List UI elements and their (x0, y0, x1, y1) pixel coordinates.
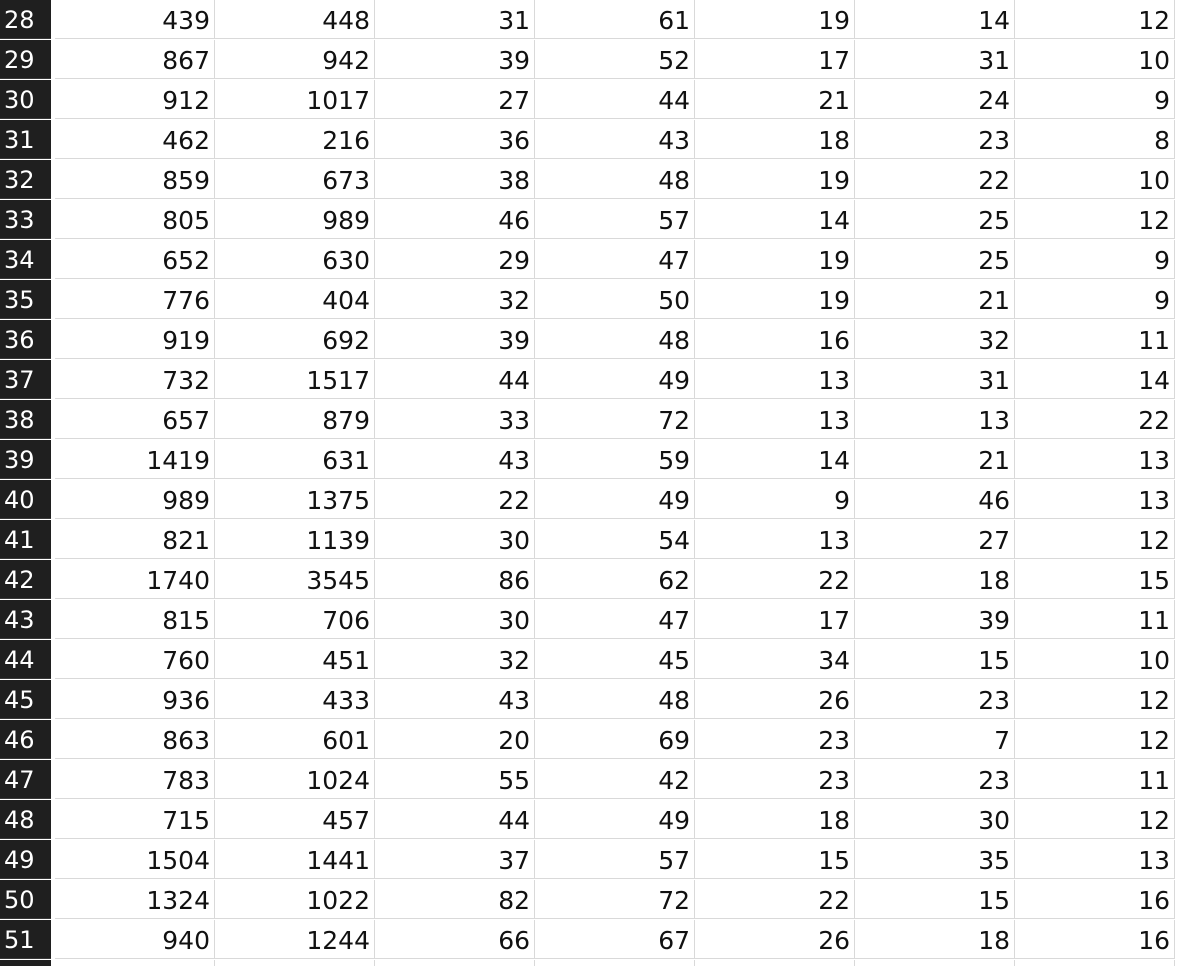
row-header[interactable] (0, 960, 51, 966)
table-cell[interactable]: 61 (535, 0, 695, 39)
table-row (0, 280, 1178, 320)
table-cell[interactable]: 54 (535, 520, 695, 559)
row-header[interactable]: 43 (0, 600, 51, 639)
table-cell[interactable]: 19 (695, 240, 855, 279)
row-header[interactable]: 38 (0, 400, 51, 439)
table-cell[interactable]: 9 (1015, 280, 1175, 319)
table-cell[interactable] (55, 960, 215, 966)
table-cell[interactable]: 27 (375, 80, 535, 119)
table-cell[interactable]: 3545 (215, 560, 375, 599)
table-cell[interactable]: 23 (855, 760, 1015, 799)
table-cell[interactable] (1015, 960, 1175, 966)
row-header[interactable]: 31 (0, 120, 51, 159)
table-cell[interactable]: 32 (375, 640, 535, 679)
table-cell[interactable]: 19 (695, 160, 855, 199)
table-cell[interactable]: 10 (1015, 40, 1175, 79)
table-row (0, 400, 1178, 440)
table-row (0, 0, 1178, 40)
table-cell[interactable]: 13 (855, 400, 1015, 439)
table-cell[interactable]: 673 (215, 160, 375, 199)
table-cell[interactable]: 38 (375, 160, 535, 199)
table-cell[interactable]: 9 (695, 480, 855, 519)
table-cell[interactable]: 8 (1015, 120, 1175, 159)
table-cell[interactable] (375, 960, 535, 966)
table-cell[interactable]: 44 (535, 80, 695, 119)
table-cell[interactable]: 39 (375, 320, 535, 359)
row-header[interactable]: 36 (0, 320, 51, 359)
table-cell[interactable]: 25 (855, 200, 1015, 239)
row-header[interactable]: 46 (0, 720, 51, 759)
table-cell[interactable]: 439 (55, 0, 215, 39)
table-cell[interactable]: 10 (1015, 160, 1175, 199)
table-cell[interactable]: 22 (375, 480, 535, 519)
table-cell[interactable]: 18 (855, 920, 1015, 959)
table-cell[interactable]: 82 (375, 880, 535, 919)
table-cell[interactable]: 44 (375, 800, 535, 839)
table-cell[interactable]: 433 (215, 680, 375, 719)
table-cell[interactable]: 18 (855, 560, 1015, 599)
table-row (0, 880, 1178, 920)
table-cell[interactable]: 821 (55, 520, 215, 559)
table-cell[interactable]: 601 (215, 720, 375, 759)
table-row (0, 160, 1178, 200)
table-cell[interactable]: 13 (695, 360, 855, 399)
table-row (0, 640, 1178, 680)
table-cell[interactable]: 451 (215, 640, 375, 679)
table-cell[interactable]: 216 (215, 120, 375, 159)
table-cell[interactable]: 936 (55, 680, 215, 719)
table-cell[interactable]: 72 (535, 880, 695, 919)
table-cell[interactable]: 57 (535, 840, 695, 879)
table-cell[interactable]: 21 (855, 280, 1015, 319)
table-cell[interactable]: 15 (1015, 560, 1175, 599)
table-cell[interactable]: 23 (855, 120, 1015, 159)
table-cell[interactable]: 879 (215, 400, 375, 439)
table-cell[interactable]: 49 (535, 480, 695, 519)
table-cell[interactable]: 26 (695, 920, 855, 959)
table-cell[interactable]: 22 (695, 560, 855, 599)
table-cell[interactable]: 912 (55, 80, 215, 119)
table-cell[interactable]: 43 (375, 440, 535, 479)
table-cell[interactable]: 23 (855, 680, 1015, 719)
table-cell[interactable]: 867 (55, 40, 215, 79)
table-row (0, 560, 1178, 600)
table-row (0, 520, 1178, 560)
row-header[interactable]: 51 (0, 920, 51, 959)
table-cell[interactable]: 49 (535, 360, 695, 399)
row-header[interactable]: 40 (0, 480, 51, 519)
table-cell[interactable]: 39 (375, 40, 535, 79)
table-cell[interactable]: 46 (375, 200, 535, 239)
table-cell[interactable]: 31 (375, 0, 535, 39)
table-cell[interactable]: 1740 (55, 560, 215, 599)
table-row (0, 200, 1178, 240)
table-cell[interactable]: 631 (215, 440, 375, 479)
table-cell[interactable]: 25 (855, 240, 1015, 279)
table-cell[interactable]: 30 (375, 600, 535, 639)
table-row (0, 800, 1178, 840)
row-header[interactable]: 35 (0, 280, 51, 319)
table-cell[interactable]: 45 (535, 640, 695, 679)
table-row (0, 600, 1178, 640)
table-cell[interactable]: 13 (695, 520, 855, 559)
table-cell[interactable]: 11 (1015, 760, 1175, 799)
table-cell[interactable]: 16 (1015, 880, 1175, 919)
table-cell[interactable]: 27 (855, 520, 1015, 559)
table-row (0, 480, 1178, 520)
table-cell[interactable]: 12 (1015, 520, 1175, 559)
table-cell[interactable]: 14 (855, 0, 1015, 39)
row-header[interactable]: 30 (0, 80, 51, 119)
row-header[interactable]: 39 (0, 440, 51, 479)
table-cell[interactable]: 66 (375, 920, 535, 959)
table-cell[interactable]: 47 (535, 600, 695, 639)
table-cell[interactable]: 989 (55, 480, 215, 519)
table-cell[interactable]: 859 (55, 160, 215, 199)
table-cell[interactable]: 732 (55, 360, 215, 399)
table-cell[interactable]: 13 (695, 400, 855, 439)
table-cell[interactable]: 13 (1015, 440, 1175, 479)
table-cell[interactable]: 21 (855, 440, 1015, 479)
table-cell[interactable]: 13 (1015, 480, 1175, 519)
table-cell[interactable]: 462 (55, 120, 215, 159)
table-cell[interactable]: 34 (695, 640, 855, 679)
table-cell[interactable]: 815 (55, 600, 215, 639)
table-cell[interactable]: 18 (695, 800, 855, 839)
table-cell[interactable]: 15 (855, 640, 1015, 679)
table-cell[interactable]: 17 (695, 600, 855, 639)
table-row (0, 120, 1178, 160)
table-cell[interactable]: 1504 (55, 840, 215, 879)
table-cell[interactable]: 783 (55, 760, 215, 799)
table-cell[interactable]: 23 (695, 760, 855, 799)
table-cell[interactable]: 1022 (215, 880, 375, 919)
table-cell[interactable]: 1324 (55, 880, 215, 919)
table-cell[interactable]: 11 (1015, 600, 1175, 639)
table-cell[interactable]: 12 (1015, 720, 1175, 759)
table-cell[interactable]: 919 (55, 320, 215, 359)
row-header[interactable]: 49 (0, 840, 51, 879)
table-cell[interactable]: 55 (375, 760, 535, 799)
table-cell[interactable]: 942 (215, 40, 375, 79)
table-cell[interactable]: 1517 (215, 360, 375, 399)
table-cell[interactable]: 72 (535, 400, 695, 439)
row-header[interactable]: 34 (0, 240, 51, 279)
table-cell[interactable]: 86 (375, 560, 535, 599)
table-cell[interactable]: 17 (695, 40, 855, 79)
table-cell[interactable]: 1441 (215, 840, 375, 879)
table-cell[interactable]: 11 (1015, 320, 1175, 359)
table-cell[interactable]: 706 (215, 600, 375, 639)
table-cell[interactable]: 19 (695, 0, 855, 39)
table-row (0, 440, 1178, 480)
row-header[interactable]: 33 (0, 200, 51, 239)
table-cell[interactable]: 23 (695, 720, 855, 759)
table-cell[interactable]: 14 (695, 440, 855, 479)
table-cell[interactable]: 19 (695, 280, 855, 319)
table-cell[interactable]: 52 (535, 40, 695, 79)
row-header[interactable]: 45 (0, 680, 51, 719)
table-cell[interactable]: 18 (695, 120, 855, 159)
table-cell[interactable]: 33 (375, 400, 535, 439)
table-cell[interactable]: 404 (215, 280, 375, 319)
table-cell[interactable]: 15 (695, 840, 855, 879)
table-cell[interactable]: 20 (375, 720, 535, 759)
table-cell[interactable]: 15 (855, 880, 1015, 919)
row-header[interactable]: 37 (0, 360, 51, 399)
row-header[interactable]: 42 (0, 560, 51, 599)
table-row (0, 360, 1178, 400)
row-header[interactable]: 28 (0, 0, 51, 39)
table-row (0, 960, 1178, 966)
table-cell[interactable]: 457 (215, 800, 375, 839)
table-row (0, 320, 1178, 360)
table-cell[interactable]: 12 (1015, 200, 1175, 239)
table-cell[interactable]: 14 (695, 200, 855, 239)
table-row (0, 80, 1178, 120)
table-cell[interactable]: 48 (535, 320, 695, 359)
table-cell[interactable]: 49 (535, 800, 695, 839)
table-cell[interactable]: 57 (535, 200, 695, 239)
table-row (0, 720, 1178, 760)
table-cell[interactable]: 22 (695, 880, 855, 919)
table-cell[interactable] (215, 960, 375, 966)
table-cell[interactable] (695, 960, 855, 966)
table-cell[interactable]: 7 (855, 720, 1015, 759)
table-cell[interactable]: 30 (375, 520, 535, 559)
table-cell[interactable]: 36 (375, 120, 535, 159)
table-cell[interactable]: 1375 (215, 480, 375, 519)
table-cell[interactable]: 30 (855, 800, 1015, 839)
table-cell[interactable]: 940 (55, 920, 215, 959)
table-row (0, 760, 1178, 800)
table-cell[interactable] (855, 960, 1015, 966)
table-cell[interactable]: 715 (55, 800, 215, 839)
table-cell[interactable]: 24 (855, 80, 1015, 119)
table-cell[interactable]: 12 (1015, 0, 1175, 39)
table-cell[interactable]: 50 (535, 280, 695, 319)
table-cell[interactable]: 805 (55, 200, 215, 239)
table-cell[interactable]: 12 (1015, 800, 1175, 839)
table-cell[interactable] (535, 960, 695, 966)
table-cell[interactable]: 448 (215, 0, 375, 39)
table-cell[interactable]: 760 (55, 640, 215, 679)
table-cell[interactable]: 26 (695, 680, 855, 719)
table-cell[interactable]: 692 (215, 320, 375, 359)
table-cell[interactable]: 39 (855, 600, 1015, 639)
table-cell[interactable]: 989 (215, 200, 375, 239)
table-cell[interactable]: 59 (535, 440, 695, 479)
table-cell[interactable]: 1244 (215, 920, 375, 959)
table-cell[interactable]: 32 (375, 280, 535, 319)
table-cell[interactable]: 22 (855, 160, 1015, 199)
table-cell[interactable]: 630 (215, 240, 375, 279)
table-cell[interactable]: 37 (375, 840, 535, 879)
table-row (0, 840, 1178, 880)
table-cell[interactable]: 16 (695, 320, 855, 359)
table-cell[interactable]: 48 (535, 680, 695, 719)
row-header[interactable]: 48 (0, 800, 51, 839)
table-cell[interactable]: 35 (855, 840, 1015, 879)
table-cell[interactable]: 32 (855, 320, 1015, 359)
table-cell[interactable]: 1139 (215, 520, 375, 559)
table-cell[interactable]: 1419 (55, 440, 215, 479)
table-cell[interactable]: 9 (1015, 240, 1175, 279)
table-cell[interactable]: 22 (1015, 400, 1175, 439)
table-cell[interactable]: 1024 (215, 760, 375, 799)
row-header[interactable]: 41 (0, 520, 51, 559)
table-cell[interactable]: 29 (375, 240, 535, 279)
table-cell[interactable]: 67 (535, 920, 695, 959)
table-cell[interactable]: 657 (55, 400, 215, 439)
table-cell[interactable]: 47 (535, 240, 695, 279)
table-row (0, 40, 1178, 80)
table-cell[interactable]: 776 (55, 280, 215, 319)
table-cell[interactable]: 652 (55, 240, 215, 279)
table-cell[interactable]: 21 (695, 80, 855, 119)
table-cell[interactable]: 62 (535, 560, 695, 599)
table-cell[interactable]: 43 (535, 120, 695, 159)
table-cell[interactable]: 863 (55, 720, 215, 759)
table-row (0, 920, 1178, 960)
table-cell[interactable]: 69 (535, 720, 695, 759)
table-cell[interactable]: 1017 (215, 80, 375, 119)
row-header[interactable]: 29 (0, 40, 51, 79)
table-cell[interactable]: 31 (855, 40, 1015, 79)
table-cell[interactable]: 9 (1015, 80, 1175, 119)
table-cell[interactable]: 16 (1015, 920, 1175, 959)
table-cell[interactable]: 42 (535, 760, 695, 799)
table-cell[interactable]: 10 (1015, 640, 1175, 679)
table-row (0, 240, 1178, 280)
table-cell[interactable]: 31 (855, 360, 1015, 399)
table-cell[interactable]: 43 (375, 680, 535, 719)
row-header[interactable]: 47 (0, 760, 51, 799)
row-header-gutter-edge (51, 0, 55, 966)
table-cell[interactable]: 44 (375, 360, 535, 399)
table-cell[interactable]: 46 (855, 480, 1015, 519)
table-cell[interactable]: 13 (1015, 840, 1175, 879)
row-header[interactable]: 50 (0, 880, 51, 919)
table-cell[interactable]: 48 (535, 160, 695, 199)
table-cell[interactable]: 14 (1015, 360, 1175, 399)
table-row (0, 680, 1178, 720)
table-cell[interactable]: 12 (1015, 680, 1175, 719)
row-header[interactable]: 32 (0, 160, 51, 199)
row-header[interactable]: 44 (0, 640, 51, 679)
